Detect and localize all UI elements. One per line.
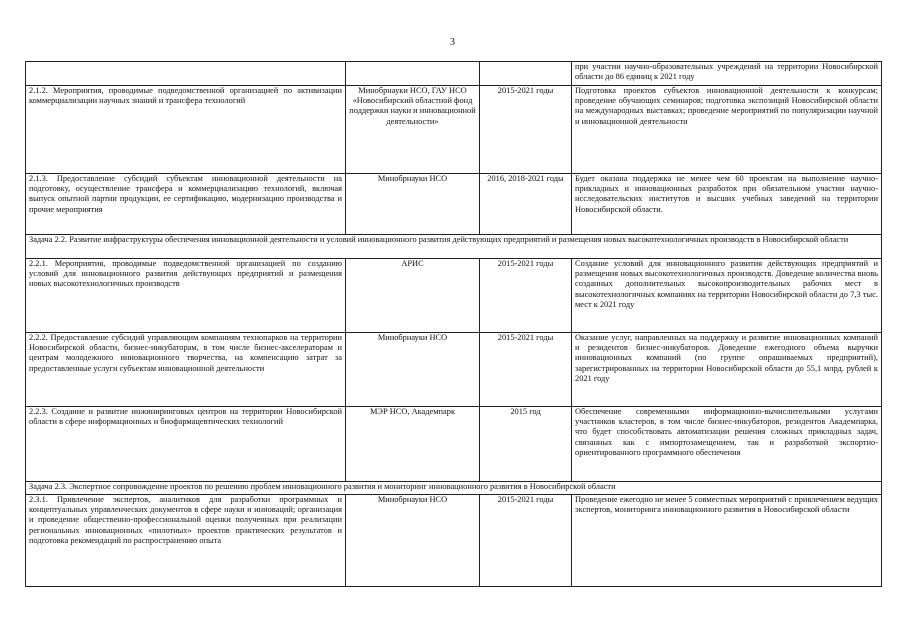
period-cell: 2015-2021 годы	[480, 333, 572, 407]
executor-cell: Минобрнауки НСО	[346, 174, 480, 235]
result-cell: Обеспечение современными информационно-вычислительными услугами участников кластеров, в том числе бизнес-инкубаторов, резидентов Академпарка, что будет способствовать автоматизации решения сложных прикладных задач, связанных как с импортозамещением, так и разработкой экспортно-ориентированного программного обеспечения	[572, 407, 882, 482]
period-cell: 2016, 2018-2021 годы	[480, 174, 572, 235]
table-row	[26, 86, 882, 174]
activity-cell	[26, 62, 346, 86]
table-row	[26, 62, 882, 86]
activity-cell: 2.1.2. Мероприятия, проводимые подведомственной организацией по активизации коммерциализации научных знаний и трансфера технологий	[26, 86, 346, 174]
period-cell: 2015-2021 годы	[480, 259, 572, 333]
task-row	[26, 235, 882, 259]
table-row	[26, 407, 882, 482]
table-row	[26, 333, 882, 407]
executor-cell: АРИС	[346, 259, 480, 333]
activity-cell: 2.3.1. Привлечение экспертов, аналитиков для разработки программных и концептуальных управленческих документов в сфере науки и инноваций; организация и проведение общественно-профессиональной оценки полученных при реализации региональных инновационных «пилотных» проектов практических результатов и подготовка рекомендаций по распространению опыта	[26, 495, 346, 587]
page-number: 3	[450, 37, 455, 48]
period-cell: 2015-2021 годы	[480, 86, 572, 174]
table-row	[26, 495, 882, 587]
executor-cell	[346, 62, 480, 86]
executor-cell: Минобрнауки НСО	[346, 333, 480, 407]
table-row	[26, 174, 882, 235]
task-heading: Задача 2.2. Развитие инфраструктуры обеспечения инновационной деятельности и условий инновационного развития действующих предприятий и размещения новых высокотехнологичных производств в Новосибирской области	[26, 235, 882, 259]
activity-cell: 2.2.3. Создание и развитие инжиниринговых центров на территории Новосибирской области в сфере информационных и биофармацевтических технологий	[26, 407, 346, 482]
measures-table	[25, 61, 882, 587]
result-cell: при участии научно-образовательных учреждений на территории Новосибирской области до 86 единиц к 2021 году	[572, 62, 882, 86]
result-cell: Оказание услуг, направленных на поддержку и развитие инновационных компаний и резидентов бизнес-инкубаторов. Доведение ежегодного объема выручки инновационных компаний (по группе опрашиваемых предприятий), зарегистрированных на территории Новосибирской области до 55,1 млрд. рублей к 2021 году	[572, 333, 882, 407]
activity-cell: 2.1.3. Предоставление субсидий субъектам инновационной деятельности на подготовку, осуществление трансфера и коммерциализацию технологий, включая выпуск опытной партии продукции, ее сертификацию, модернизацию производства и прочие мероприятия	[26, 174, 346, 235]
result-cell: Проведение ежегодно не менее 5 совместных мероприятий с привлечением ведущих экспертов, мониторинга инновационного развития в Новосибирской области	[572, 495, 882, 587]
period-cell	[480, 62, 572, 86]
task-heading: Задача 2.3. Экспертное сопровождение проектов по решению проблем инновационного развития и мониторинг инновационного развития в Новосибирской области	[26, 482, 882, 495]
task-row	[26, 482, 882, 495]
activity-cell: 2.2.2. Предоставление субсидий управляющим компаниям технопарков на территории Новосибирской области, бизнес-инкубаторам, в том числе бизнес-акселераторам и центрам молодежного инновационного творчества, на компенсацию затрат за предоставленные услуги субъектам инновационной деятельности	[26, 333, 346, 407]
activity-cell: 2.2.1. Мероприятия, проводимые подведомственной организацией по созданию условий для инновационного развития действующих предприятий и размещения новых высокотехнологичных производств	[26, 259, 346, 333]
executor-cell: Минобрнауки НСО	[346, 495, 480, 587]
table-row	[26, 259, 882, 333]
executor-cell: Минобрнауки НСО, ГАУ НСО «Новосибирский областной фонд поддержки науки и инновационной деятельности»	[346, 86, 480, 174]
result-cell: Подготовка проектов субъектов инновационной деятельности к конкурсам; проведение обучающих семинаров; подготовка экспозиций Новосибирской области на международных выставках; проведение мероприятий по популяризации научной и инновационной деятельности	[572, 86, 882, 174]
period-cell: 2015-2021 годы	[480, 495, 572, 587]
result-cell: Создание условий для инновационного развития действующих предприятий и размещения новых высокотехнологичных производств. Доведение количества вновь созданных дополнительных высокопроизводительных рабочих мест в высокотехнологичных компаниях на территории Новосибирской области до 7,3 тыс. мест к 2021 году	[572, 259, 882, 333]
result-cell: Будет оказана поддержка не менее чем 60 проектам на выполнение научно-прикладных и инновационных разработок при обязательном участии научно-исследовательских институтов и высших учебных заведений на территории Новосибирской области.	[572, 174, 882, 235]
executor-cell: МЭР НСО, Академпарк	[346, 407, 480, 482]
period-cell: 2015 год	[480, 407, 572, 482]
